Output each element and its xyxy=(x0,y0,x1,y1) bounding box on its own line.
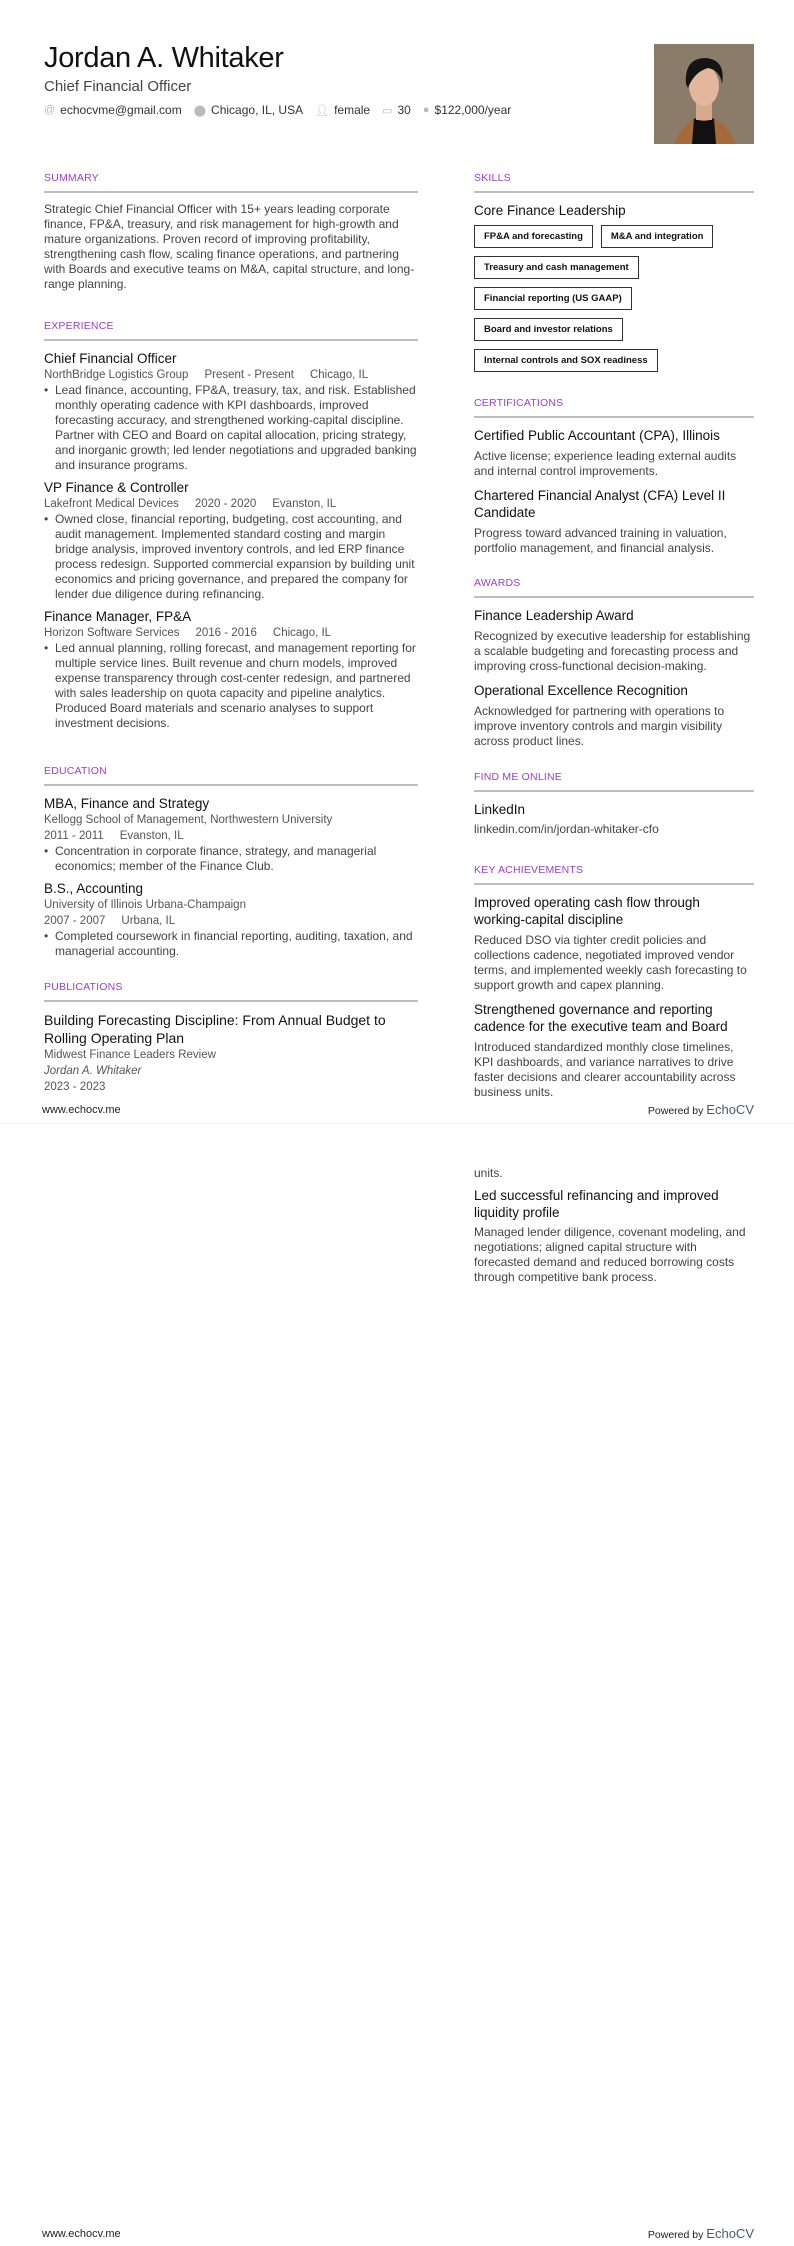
achievement-title: Improved operating cash flow through working-capital discipline xyxy=(474,895,700,927)
certification-title: Certified Public Accountant (CPA), Illinois xyxy=(474,428,720,443)
award-desc: Recognized by executive leadership for establishing a scalable budgeting and forecasting process and improving cross-functional decision-making. xyxy=(474,629,751,673)
company-name: NorthBridge Logistics Group xyxy=(44,369,189,381)
online-section xyxy=(474,771,754,843)
linkedin-link[interactable]: linkedin.com/in/jordan-whitaker-cfo xyxy=(474,822,659,836)
bullet-item: • Concentration in corporate finance, strategy, and managerial economics; member of the Finance Club. xyxy=(44,844,418,874)
certifications-section xyxy=(474,397,754,564)
award-item xyxy=(474,607,754,674)
bullet-item: • Led annual planning, rolling forecast, and management reporting for multiple service lines. Built revenue and churn models, improved expense transparency through cost-center redesign, and partnered with sales leadership on quota capacity and pipeline analytics. Produced Board materials and scenario analyses to support investment decisions. xyxy=(44,641,418,731)
section-title: EXPERIENCE xyxy=(44,320,418,341)
person-icon: 👤︎ xyxy=(315,104,330,117)
contact-age: ▭ 30 xyxy=(382,103,411,117)
section-title: SKILLS xyxy=(474,172,754,193)
publication-title: Building Forecasting Discipline: From Annual Budget to Rolling Operating Plan xyxy=(44,1012,386,1046)
candidate-title: Chief Financial Officer xyxy=(44,78,192,95)
achievement-desc: Introduced standardized monthly close timelines, KPI dashboards, and variance narratives to drive faster decisions and clearer accountability across business units. xyxy=(474,1040,736,1099)
education-location: Urbana, IL xyxy=(121,915,176,927)
contact-gender: 👤︎ female xyxy=(315,103,371,117)
education-meta xyxy=(44,828,418,844)
dollar-icon: ● xyxy=(422,104,430,116)
achievement-desc: Reduced DSO via tighter credit policies and collections cadence, negotiated improved vendor terms, and implemented weekly cash forecasting to support growth and capex planning. xyxy=(474,933,747,992)
job-title: Chief Financial Officer xyxy=(44,351,177,366)
footer-powered: Powered by EchoCV xyxy=(647,1102,754,1117)
footer-site-link[interactable]: www.echocv.me xyxy=(42,2228,121,2240)
certification-desc: Progress toward advanced training in valuation, portfolio management, and financial analysis. xyxy=(474,526,727,555)
job-meta xyxy=(44,625,418,641)
candidate-name: Jordan A. Whitaker xyxy=(44,42,284,74)
publications-section xyxy=(44,981,418,1095)
job-dates: 2020 - 2020 xyxy=(194,498,257,510)
achievement-title: Strengthened governance and reporting cadence for the executive team and Board xyxy=(474,1002,728,1034)
publication-publisher: Midwest Finance Leaders Review xyxy=(44,1049,216,1061)
education-item xyxy=(44,880,418,959)
job-location: Chicago, IL xyxy=(272,627,332,639)
certification-title: Chartered Financial Analyst (CFA) Level II Candidate xyxy=(474,488,726,520)
award-item xyxy=(474,682,754,749)
achievements-section xyxy=(474,864,754,1099)
education-location: Evanston, IL xyxy=(119,830,184,842)
job-title: Finance Manager, FP&A xyxy=(44,609,192,624)
skill-tag: M&A and integration xyxy=(601,225,714,248)
bullet-list xyxy=(44,929,418,959)
experience-item xyxy=(44,608,418,731)
online-name: LinkedIn xyxy=(474,802,526,817)
achievements-continued xyxy=(474,1166,754,1291)
section-title: SUMMARY xyxy=(44,172,418,193)
bullet-item: • Lead finance, accounting, FP&A, treasury, tax, and risk. Established monthly operating cadence with KPI dashboards, improved forecasting accuracy, and strengthened working-capital discipline. Partner with CEO and Board on capital allocation, pricing strategy, and inorganic growth; led lender negotiations and upgraded banking and insurance programs. xyxy=(44,383,418,473)
award-title: Operational Excellence Recognition xyxy=(474,683,688,698)
skill-tag: Financial reporting (US GAAP) xyxy=(474,287,632,310)
education-dates: 2011 - 2011 xyxy=(44,830,104,842)
education-section xyxy=(44,765,418,965)
section-title: CERTIFICATIONS xyxy=(474,397,754,418)
contact-location: ⬤ Chicago, IL, USA xyxy=(193,103,304,117)
bullet-list xyxy=(44,383,418,473)
skill-tag: Board and investor relations xyxy=(474,318,623,341)
job-location: Evanston, IL xyxy=(272,498,337,510)
job-location: Chicago, IL xyxy=(309,369,369,381)
job-dates: 2016 - 2016 xyxy=(195,627,257,639)
contact-email: @ echocvme@gmail.com xyxy=(44,103,182,117)
summary-section xyxy=(44,172,418,292)
company-name: Lakefront Medical Devices xyxy=(44,498,179,510)
school-name: University of Illinois Urbana-Champaign xyxy=(44,899,246,911)
footer-site-link[interactable]: www.echocv.me xyxy=(42,1104,121,1116)
profile-photo xyxy=(654,44,754,144)
echocv-brand: EchoCV xyxy=(706,2226,754,2241)
bullet-item: • Completed coursework in financial reporting, auditing, taxation, and managerial accounting. xyxy=(44,929,418,959)
achievement-desc: Managed lender diligence, covenant modeling, and negotiations; aligned capital structure with forecasted demand and reduced borrowing costs through competitive bank process. xyxy=(474,1225,746,1284)
publication-author: Jordan A. Whitaker xyxy=(44,1065,142,1077)
certification-item xyxy=(474,427,754,479)
skill-tag: Treasury and cash management xyxy=(474,256,639,279)
publication-dates: 2023 - 2023 xyxy=(44,1081,106,1093)
achievement-desc-continued: units. xyxy=(474,1166,503,1180)
achievement-item xyxy=(474,894,754,993)
bullet-list xyxy=(44,641,418,731)
contact-info xyxy=(44,103,511,117)
education-item xyxy=(44,795,418,874)
education-meta xyxy=(44,913,418,929)
bullet-item: • Owned close, financial reporting, budgeting, cost accounting, and audit management. Implemented standard costing and margin bridge analysis, improved inventory controls, and led ERP finance process redesign. Supported commercial expansion by building unit economics and pricing governance, and prepared the company for lender due diligence during refinancing. xyxy=(44,512,418,602)
achievement-item xyxy=(474,1001,754,1100)
section-title: AWARDS xyxy=(474,577,754,598)
company-name: Horizon Software Services xyxy=(44,627,180,639)
experience-section xyxy=(44,320,418,737)
section-title: EDUCATION xyxy=(44,765,418,786)
skill-group-title: Core Finance Leadership xyxy=(474,203,626,218)
calendar-icon: ▭ xyxy=(382,104,393,117)
certification-desc: Active license; experience leading external audits and internal control improvements. xyxy=(474,449,737,478)
certification-item xyxy=(474,487,754,556)
awards-section xyxy=(474,577,754,757)
contact-salary: ● $122,000/year xyxy=(422,103,512,117)
echocv-brand: EchoCV xyxy=(706,1102,754,1117)
school-name: Kellogg School of Management, Northwestern University xyxy=(44,814,333,826)
job-dates: Present - Present xyxy=(204,369,294,381)
job-meta xyxy=(44,367,418,383)
award-desc: Acknowledged for partnering with operations to improve inventory controls and margin visibility across product lines. xyxy=(474,704,725,748)
skills-section xyxy=(474,172,754,372)
publication-item xyxy=(44,1011,418,1095)
education-dates: 2007 - 2007 xyxy=(44,915,106,927)
job-meta xyxy=(44,496,418,512)
award-title: Finance Leadership Award xyxy=(474,608,634,623)
degree: B.S., Accounting xyxy=(44,881,144,896)
job-title: VP Finance & Controller xyxy=(44,480,189,495)
bullet-list xyxy=(44,844,418,874)
section-title: KEY ACHIEVEMENTS xyxy=(474,864,754,885)
skill-tag: Internal controls and SOX readiness xyxy=(474,349,658,372)
resume-page-2 xyxy=(0,1123,794,2246)
skill-tag: FP&A and forecasting xyxy=(474,225,593,248)
bullet-list xyxy=(44,512,418,602)
section-title: PUBLICATIONS xyxy=(44,981,418,1002)
experience-item xyxy=(44,479,418,602)
at-icon: @ xyxy=(44,104,56,116)
summary-text: Strategic Chief Financial Officer with 15+ years leading corporate finance, FP&A, treasury, and risk management for high-growth and mature organizations. Proven record of improving profitability, strengthening cash flow, scaling finance operations, and partnering with Boards and executive teams on M&A, capital structure, and long-range planning. xyxy=(44,202,415,291)
footer-powered: Powered by EchoCV xyxy=(647,2226,754,2241)
section-title: FIND ME ONLINE xyxy=(474,771,754,792)
degree: MBA, Finance and Strategy xyxy=(44,796,210,811)
location-pin-icon: ⬤ xyxy=(193,104,207,117)
experience-item xyxy=(44,350,418,473)
achievement-title: Led successful refinancing and improved liquidity profile xyxy=(474,1188,719,1220)
